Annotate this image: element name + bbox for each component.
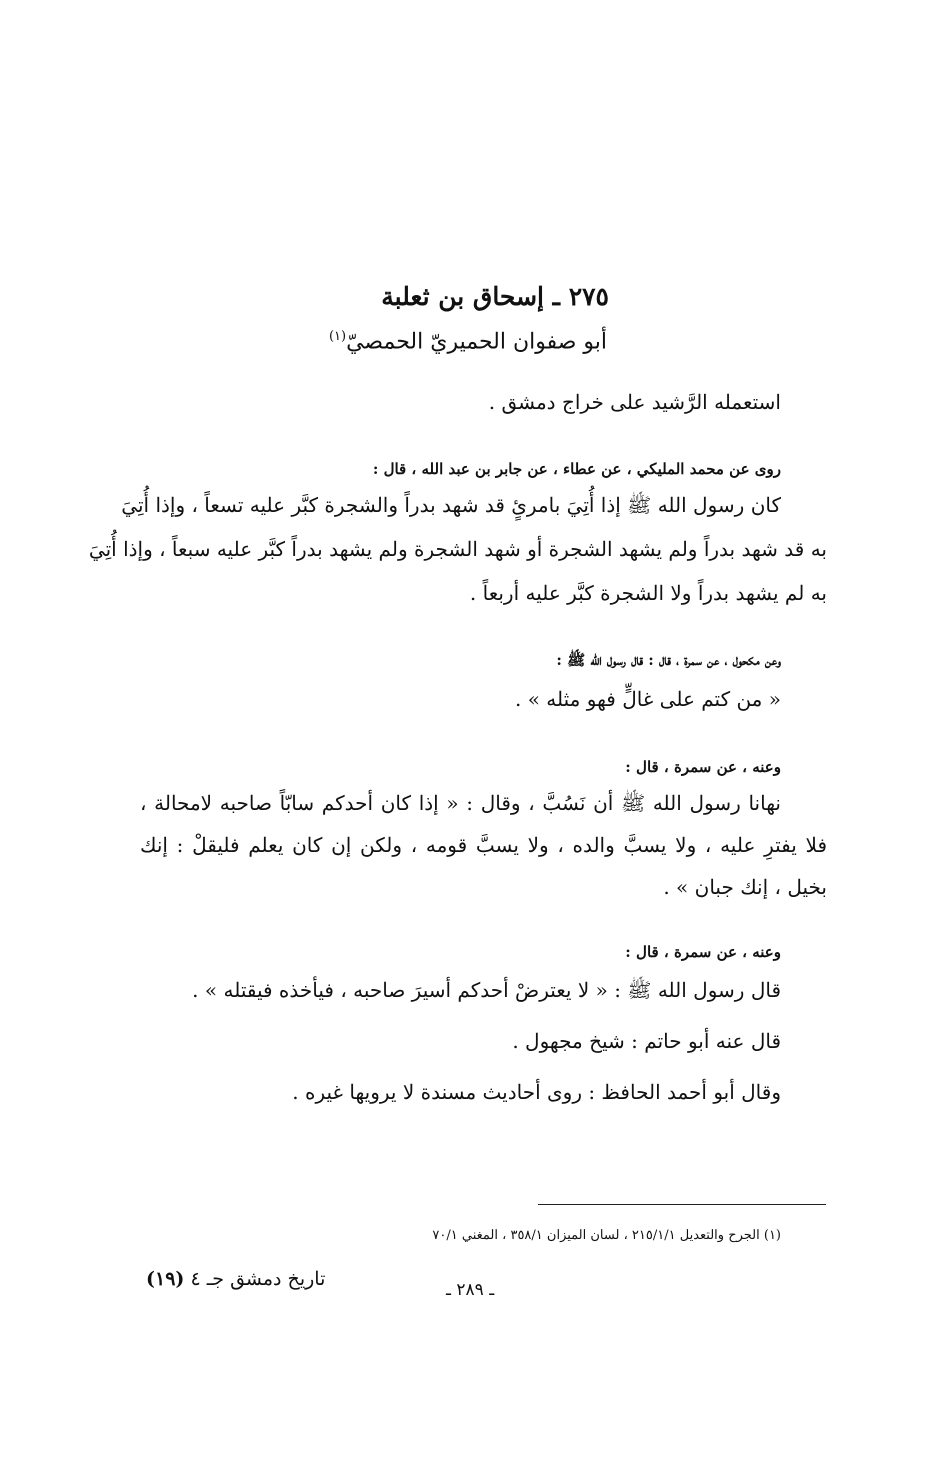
hadith-2-text: « من كتم على غالٍّ فهو مثله » .	[514, 687, 781, 711]
abu-hatim-comment: قال عنه أبو حاتم : شيخ مجهول .	[512, 1029, 781, 1053]
footnote-marker[interactable]: (١)	[328, 329, 347, 344]
hadith-3-line-2: فلا يفترِ عليه ، ولا يسبَّ والده ، ولا يسبَّ قومه ، ولكن إن كان يعلم فليقلْ : إنك	[140, 833, 827, 857]
narration-chain-3: وعنه ، عن سمرة ، قال :	[625, 758, 781, 776]
hadith-1-line-2: به قد شهد بدراً ولم يشهد الشجرة أو شهد الشجرة ولم يشهد بدراً كبَّر عليه سبعاً ، وإذا أُتِيَ	[88, 537, 827, 561]
page-number: ـ ٢٨٩ ـ	[446, 1280, 495, 1300]
narration-chain-4: وعنه ، عن سمرة ، قال :	[625, 943, 781, 961]
entry-title: ٢٧٥ ـ إسحاق بن ثعلبة	[381, 282, 609, 311]
narration-chain-2: وعن مكحول ، عن سمرة ، قال : قال رسول الله ﷺ :	[556, 651, 781, 669]
hadith-3-line-3: بخيل ، إنك جبان » .	[663, 875, 827, 899]
running-title: تاريخ دمشق جـ ٤	[190, 1268, 326, 1290]
hadith-3-line-1: نهانا رسول الله ﷺ أن نَسُبَّ ، وقال : « إذا كان أحدكم سابّاً صاحبه لامحالة ،	[140, 791, 781, 815]
running-footer	[146, 1268, 325, 1291]
hadith-4-text: قال رسول الله ﷺ : « لا يعترضْ أحدكم أسيرَ صاحبه ، فيأخذه فيقتله » .	[192, 978, 781, 1002]
subtitle-text: أبو صفوان الحميريّ الحمصيّ	[346, 329, 607, 355]
narration-chain-1: روى عن محمد المليكي ، عن عطاء ، عن جابر بن عبد الله ، قال :	[372, 460, 781, 478]
abu-ahmad-comment: وقال أبو أحمد الحافظ : روى أحاديث مسندة لا يرويها غيره .	[292, 1080, 781, 1104]
paragraph-intro: استعمله الرَّشيد على خراج دمشق .	[488, 390, 781, 414]
hadith-1-line-1: كان رسول الله ﷺ إذا أُتِيَ بامرئٍ قد شهد بدراً والشجرة كبَّر عليه تسعاً ، وإذا أُتِيَ	[121, 493, 781, 517]
footnote-text: (١) الجرح والتعديل ٢١٥/١/١ ، لسان الميزان ٣٥٨/١ ، المغني ٧٠/١	[432, 1228, 781, 1243]
footnote-divider	[538, 1204, 826, 1205]
entry-subtitle	[329, 329, 607, 356]
hadith-1-line-3: به لم يشهد بدراً ولا الشجرة كبَّر عليه أربعاً .	[469, 581, 827, 605]
signature-number: (١٩)	[146, 1268, 185, 1290]
